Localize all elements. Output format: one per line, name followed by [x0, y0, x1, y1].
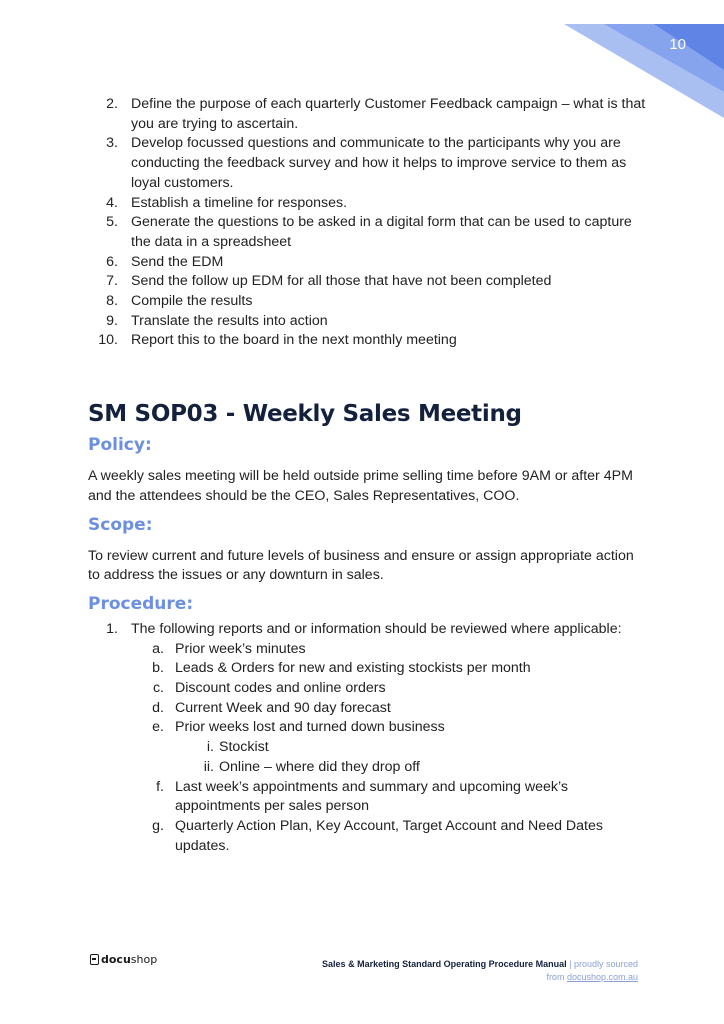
list-item: d. Current Week and 90 day forecast [152, 699, 391, 716]
list-item: 1. The following reports and or information should be reviewed where applicable: [106, 620, 622, 637]
list-item: i. Stockist [206, 739, 269, 756]
docushop-logo-icon [90, 954, 99, 965]
policy-text: A weekly sales meeting will be held outside prime selling time before 9AM or after 4PM and the attendees should be the CEO, Sales Representatives, COO. [88, 468, 633, 504]
policy-heading: Policy: [88, 435, 152, 456]
sourced-label: proudly sourced [573, 959, 638, 969]
docushop-logo: docu shop [90, 953, 157, 966]
list-item: a. Prior week’s minutes [152, 640, 306, 657]
list-item: g. Quarterly Action Plan, Key Account, Target Account and Need Dates updates. [152, 817, 603, 854]
procedure-heading: Procedure: [88, 593, 194, 614]
docushop-link[interactable]: docushop.com.au [566, 972, 638, 982]
list-item: 3. Develop focussed questions and communicate to the participants why you are conducting the feedback survey and how it helps to improve service to them as loyal customers. [106, 135, 627, 191]
scope-text: To review current and future levels of business and ensure or assign appropriate action to address the issues or any downturn in sales. [88, 547, 634, 584]
footer-text: Sales & Marketing Standard Operating Procedure Manual | proudly sourced from docushop.com.au [322, 959, 638, 982]
list-item: 2. Define the purpose of each quarterly Customer Feedback campaign – what is that you are trying to ascertain. [106, 96, 646, 132]
procedure-list [88, 620, 648, 856]
list-item: 5. Generate the questions to be asked in a digital form that can be used to capture the data in a spreadsheet [106, 214, 632, 250]
intro-list [88, 95, 648, 351]
list-item: e. Prior weeks lost and turned down business [152, 719, 445, 736]
list-item: f. Last week’s appointments and summary and upcoming week’s appointments per sales person [156, 778, 568, 815]
list-item: 7. Send the follow up EDM for all those that have not been completed [106, 273, 552, 290]
list-item: 6. Send the EDM [106, 253, 224, 270]
page-number: 10 [669, 36, 686, 53]
page-content [88, 95, 648, 856]
section-title: SM SOP03 - Weekly Sales Meeting [88, 401, 522, 428]
list-item: 10. Report this to the board in the next monthly meeting [98, 332, 457, 349]
list-item: b. Leads & Orders for new and existing stockists per month [152, 660, 531, 677]
list-item: ii. Online – where did they drop off [203, 758, 420, 775]
list-item: 4. Establish a timeline for responses. [106, 194, 348, 211]
list-item: 8. Compile the results [106, 293, 253, 310]
list-item: 9. Translate the results into action [106, 312, 328, 329]
manual-title: Sales & Marketing Standard Operating Procedure Manual [322, 959, 567, 969]
scope-heading: Scope: [88, 514, 153, 535]
list-item: c. Discount codes and online orders [152, 680, 386, 697]
